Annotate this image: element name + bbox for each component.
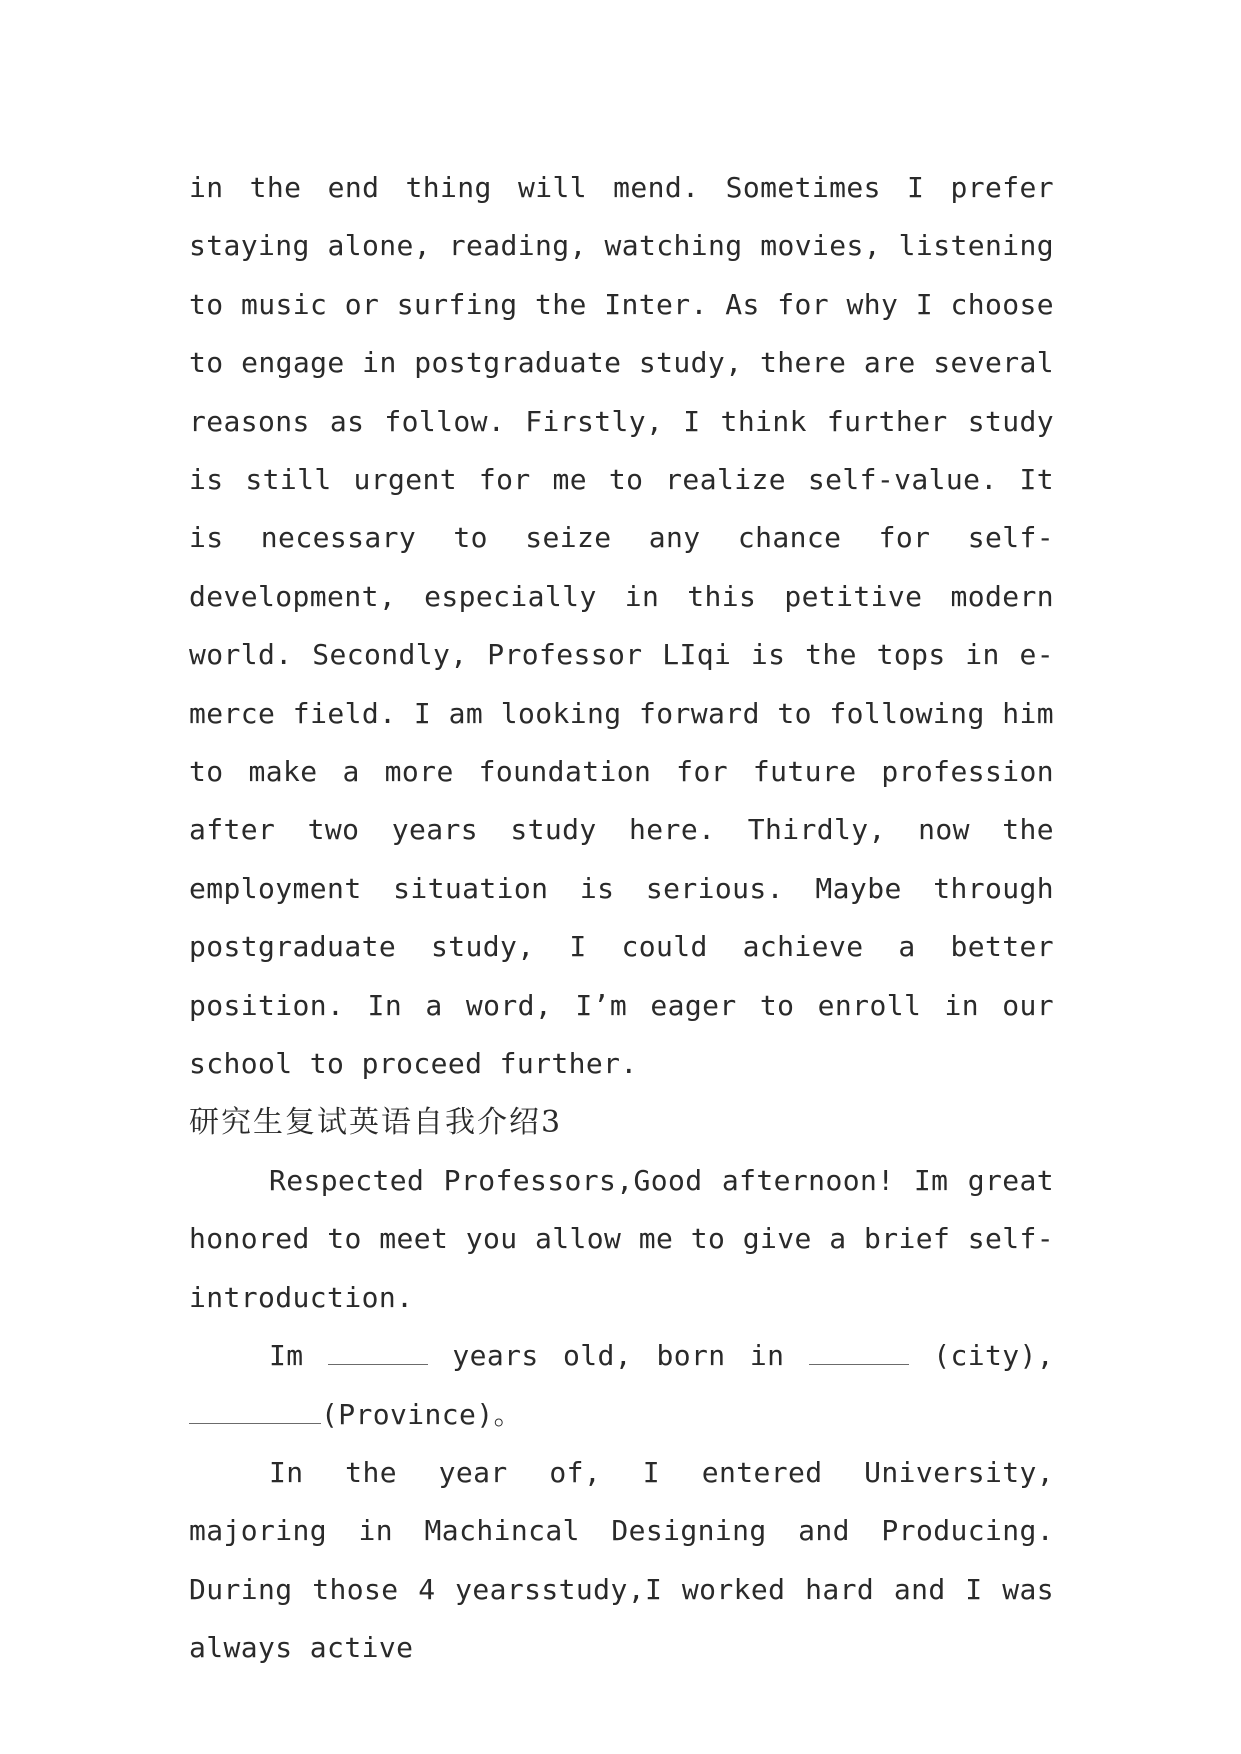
city-blank — [809, 1333, 909, 1365]
paragraph-greeting: Respected Professors,Good afternoon! Im great honored to meet you allow me to give a brief self-introduction. — [189, 1163, 1054, 1314]
city-label: (city), — [908, 1339, 1054, 1373]
document-body — [189, 159, 1054, 1678]
province-blank — [189, 1392, 321, 1424]
paragraph-age-birthplace — [189, 1327, 1054, 1444]
paragraph-postgraduate-reasons: in the end thing will mend. Sometimes I prefer staying alone, reading, watching movies, listening to music or surfing the Inter. As for why I choose to engage in postgraduate study, there are several reasons as follow. Firstly, I think further study is still urgent for me to realize self-value. It is necessary to seize any chance for self-development, especially in this petitive modern world. Secondly, Professor LIqi is the tops in e-merce field. I am looking forward to following him to make a more foundation for future profession after two years study here. Thirdly, now the employment situation is serious. Maybe through postgraduate study, I could achieve a better position. In a word, I’m eager to enroll in our school to proceed further. — [189, 171, 1054, 1081]
age-label: Im — [269, 1339, 328, 1373]
section-heading: 研究生复试英语自我介绍3 — [189, 1104, 563, 1140]
born-label: years old, born in — [427, 1339, 809, 1373]
paragraph-university: In the year of, I entered University, majoring in Machincal Designing and Producing. During those 4 yearsstudy,I worked hard and I was always active — [189, 1455, 1054, 1665]
province-label: (Province)。 — [321, 1397, 522, 1431]
age-blank — [328, 1333, 428, 1365]
